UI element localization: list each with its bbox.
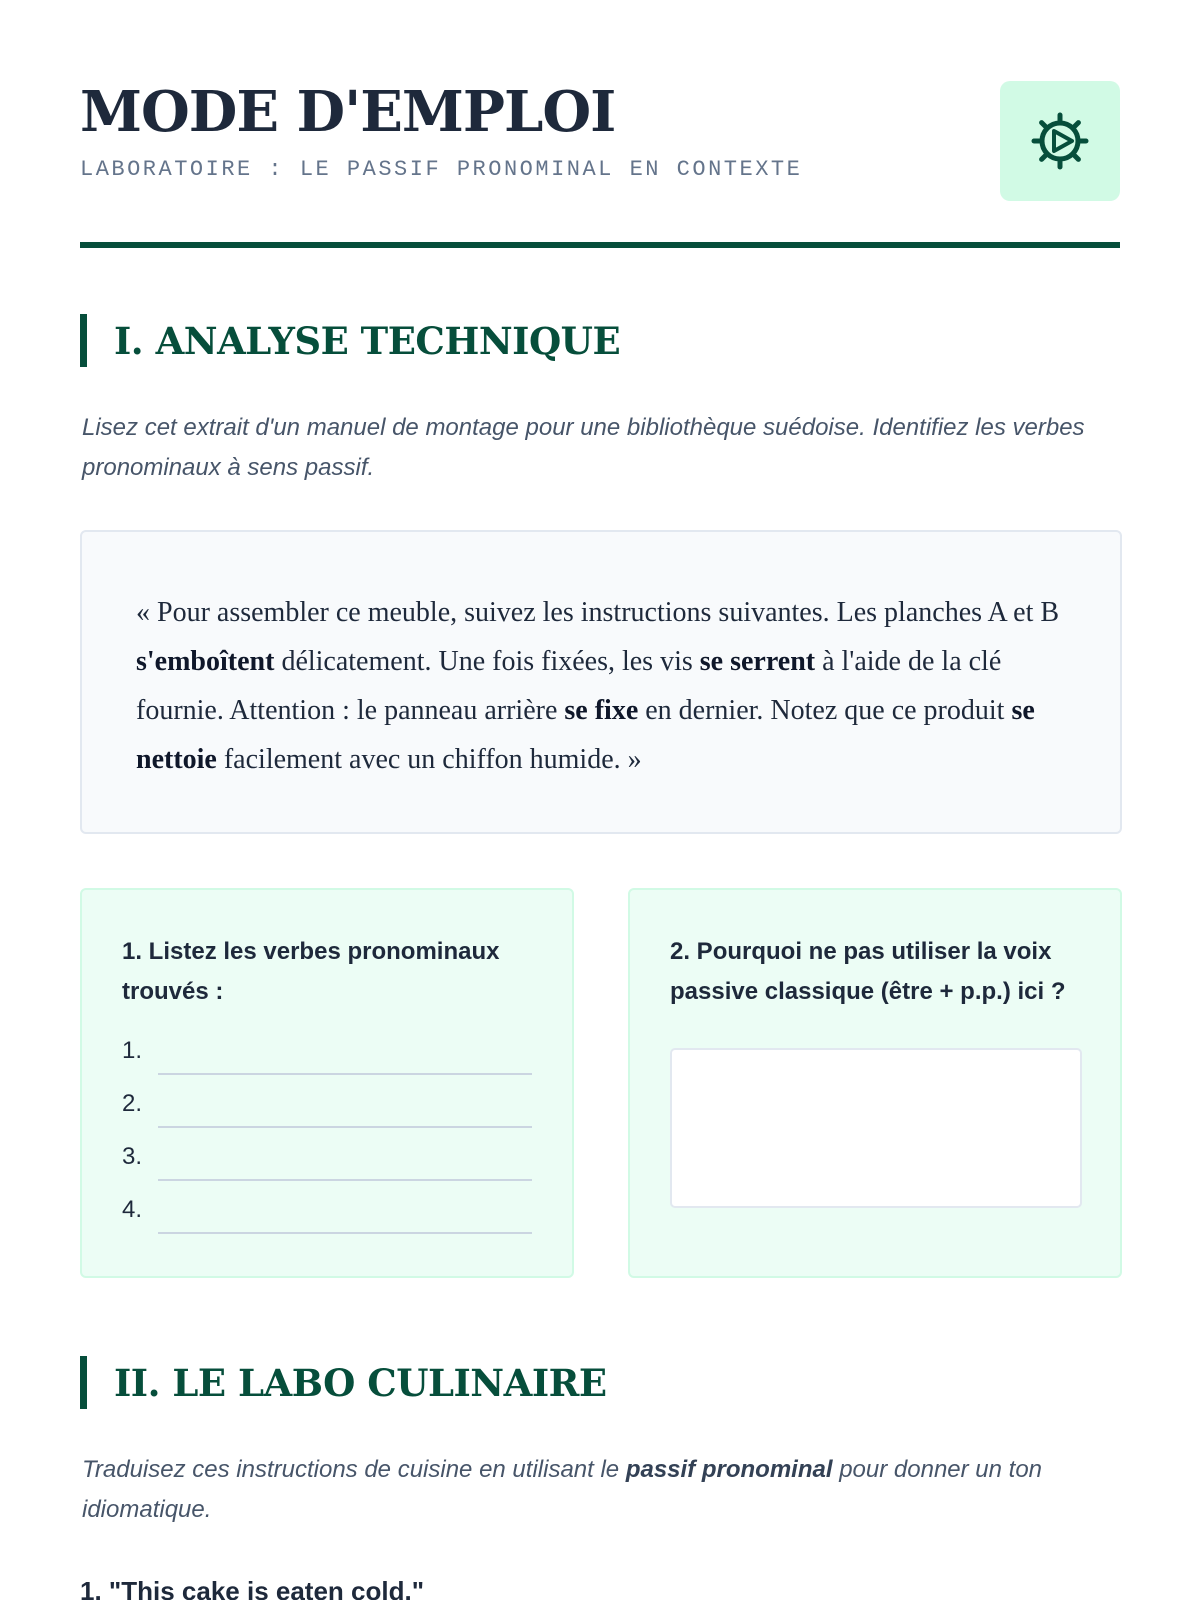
question-card-2 bbox=[628, 888, 1122, 1278]
question-2-label: 2. Pourquoi ne pas utiliser la voix passive classique (être + p.p.) ici ? bbox=[670, 938, 1066, 1005]
exercise-1-prompt: 1. "This cake is eaten cold." bbox=[80, 1576, 425, 1600]
question-card-1 bbox=[80, 888, 574, 1278]
highlighted-verb: se serrent bbox=[699, 646, 816, 677]
manual-excerpt bbox=[80, 530, 1122, 834]
instruction-text: Traduisez ces instructions de cuisine en utilisant le bbox=[82, 1456, 626, 1483]
answer-row bbox=[122, 1181, 532, 1234]
section2-instructions bbox=[82, 1450, 1122, 1530]
answer-line-4[interactable] bbox=[158, 1194, 532, 1234]
section-instructions: Lisez cet extrait d'un manuel de montage pour une bibliothèque suédoise. Identifiez les verbes pronominaux à sens passif. bbox=[82, 414, 1085, 481]
quote-text: délicatement. Une fois fixées, les vis bbox=[274, 646, 700, 677]
section-heading-text: I. ANALYSE TECHNIQUE bbox=[114, 318, 621, 363]
answer-number: 3. bbox=[122, 1143, 143, 1170]
quote-text: « Pour assembler ce meuble, suivez les instructions suivantes. Les planches A et B bbox=[136, 597, 1060, 628]
page-subtitle: LABORATOIRE : LE PASSIF PRONOMINAL EN CONTEXTE bbox=[80, 157, 803, 182]
answer-line-3[interactable] bbox=[158, 1141, 532, 1181]
answer-line-2[interactable] bbox=[158, 1088, 532, 1128]
gear-icon bbox=[1028, 109, 1092, 173]
instruction-emphasis: passif pronominal bbox=[625, 1456, 833, 1483]
quote-text: facilement avec un chiffon humide. » bbox=[216, 744, 642, 775]
answer-number: 1. bbox=[122, 1037, 143, 1064]
answer-number: 2. bbox=[122, 1090, 143, 1117]
quote-text: à l'aide de la clé fournie. Attention : le panneau arrière bbox=[136, 646, 1002, 726]
answer-line-1[interactable] bbox=[158, 1035, 532, 1075]
page-header bbox=[80, 0, 1120, 248]
logo-badge bbox=[1000, 81, 1120, 201]
question-1-label: 1. Listez les verbes pronominaux trouvés : bbox=[122, 938, 500, 1005]
section-heading-culinaire bbox=[80, 1356, 607, 1409]
answer-row bbox=[122, 1128, 532, 1181]
instruction-text: pour donner un ton idiomatique. bbox=[82, 1456, 1043, 1523]
answer-number: 4. bbox=[122, 1196, 143, 1223]
page-title: MODE D'EMPLOI bbox=[80, 79, 616, 145]
quote-text: en dernier. Notez que ce produit bbox=[638, 695, 1012, 726]
section-heading-analyse bbox=[80, 314, 620, 367]
answer-row bbox=[122, 1075, 532, 1128]
section-heading-text: II. LE LABO CULINAIRE bbox=[114, 1360, 607, 1405]
highlighted-verb: se nettoie bbox=[136, 695, 1035, 775]
answer-row bbox=[122, 1022, 532, 1075]
highlighted-verb: s'emboîtent bbox=[136, 646, 275, 677]
answer-box[interactable] bbox=[670, 1048, 1082, 1208]
highlighted-verb: se fixe bbox=[564, 695, 639, 726]
